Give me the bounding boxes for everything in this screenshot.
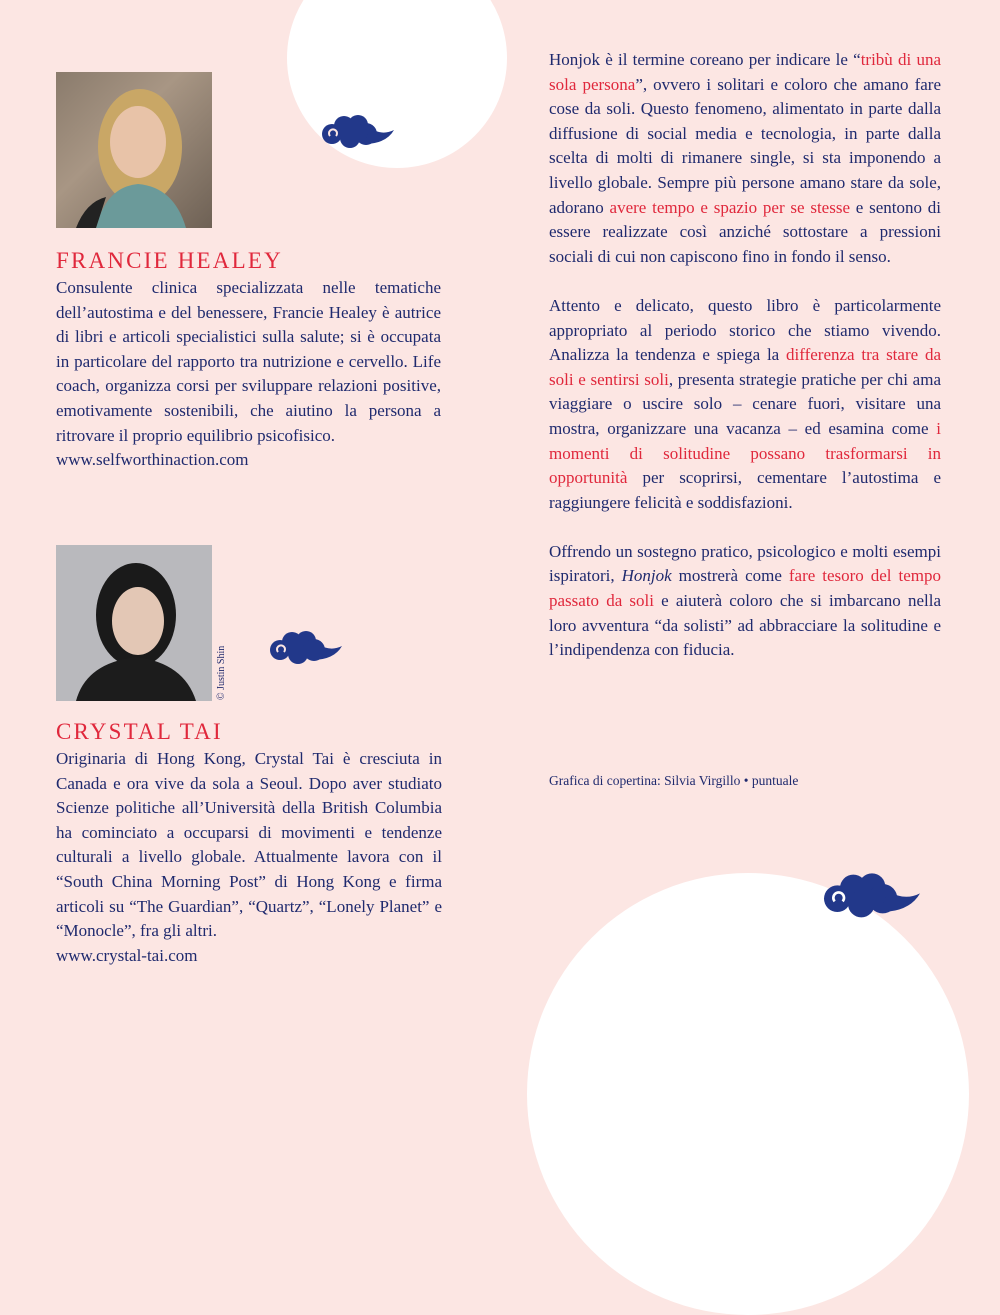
decorative-circle-bottom [527, 873, 969, 1315]
text-segment: Attento e delicato, questo libro è particolarmente appropriato al periodo storico che stiamo vivendo. Analizza la tendenza e spiega la [549, 295, 941, 365]
author-photo-francie-healey [56, 72, 212, 228]
text-segment: e aiuterà coloro che si imbarcano nella loro avventura “da solisti” ad abbracciare la solitudine e l’indipendenza con fiducia. [549, 591, 941, 660]
highlighted-text: differenza tra stare da soli e sentirsi soli [549, 345, 941, 389]
cover-credit: Grafica di copertina: Silvia Virgillo • puntuale [549, 773, 799, 788]
highlighted-text: tribù di una sola persona [549, 50, 941, 94]
author-bio-text: Consulente clinica specializzata nelle tematiche dell’autostima e del benessere, Francie Healey è autrice di libri e articoli specialistici sulla salute; si è occupata in particolare del rapporto tra nutrizione e cervello. Life coach, organizza corsi per sviluppare relazioni positive, emotivamente sostenibili, che aiutino la persona a ritrovare il proprio equilibrio psicofisico. [56, 278, 441, 445]
author-website-link[interactable]: www.selfworthinaction.com [56, 450, 249, 470]
cloud-icon [268, 630, 344, 666]
author-bio [56, 747, 442, 968]
highlighted-text: avere tempo e spazio per se stesse [609, 197, 850, 217]
author-name: FRANCIE HEALEY [56, 248, 283, 273]
text-segment: per scoprirsi, cementare l’autostima e raggiungere felicità e soddisfazioni. [549, 468, 941, 512]
description-paragraph [549, 48, 941, 269]
description-paragraph [549, 294, 941, 515]
author-bio [56, 276, 441, 473]
author-photo-crystal-tai [56, 545, 212, 701]
text-segment: Honjok è il termine coreano per indicare le “ [549, 50, 861, 69]
author-bio-text: Originaria di Hong Kong, Crystal Tai è cresciuta in Canada e ora vive da sola a Seoul. Dopo aver studiato Scienze politiche all’Università della British Columbia ha cominciato a occuparsi di movimenti e tendenze culturali a livello globale. Attualmente lavora con il “South China Morning Post” di Hong Kong e firma articoli su “The Guardian”, “Quartz”, “Lonely Planet” e “Monocle”, fra gli altri. [56, 749, 442, 941]
cloud-icon [320, 114, 396, 150]
book-description [549, 48, 941, 687]
text-segment: mostrerà come [671, 566, 789, 586]
text-segment: Honjok [621, 566, 672, 586]
text-segment: ”, ovvero i solitari e coloro che amano fare cose da soli. Questo fenomeno, alimentato in parte dalla diffusione di social media e tecnologia, in parte dalla scelta di molti di rimanere single, si sta imponendo a livello globale. Sempre più persone amano stare da sole, adorano [549, 74, 941, 217]
author-name: CRYSTAL TAI [56, 719, 223, 744]
text-segment: e sentono di essere realizzate così anziché sottostare a pressioni sociali di cui non capiscono fino in fondo il senso. [549, 197, 941, 266]
description-paragraph [549, 540, 941, 663]
author-website-link[interactable]: www.crystal-tai.com [56, 945, 198, 965]
photo-credit: © Justin Shin [216, 645, 227, 700]
highlighted-text: i momenti di solitudine possano trasformarsi in opportunità [549, 418, 941, 488]
cloud-icon [820, 872, 924, 920]
highlighted-text: fare tesoro del tempo passato da soli [549, 566, 941, 611]
text-segment: Offrendo un sostegno pratico, psicologico e molti esempi ispiratori, [549, 541, 941, 586]
text-segment: , presenta strategie pratiche per chi ama viaggiare o uscire solo – cenare fuori, visitare una mostra, organizzare una vacanza – ed esamina come [549, 369, 941, 438]
